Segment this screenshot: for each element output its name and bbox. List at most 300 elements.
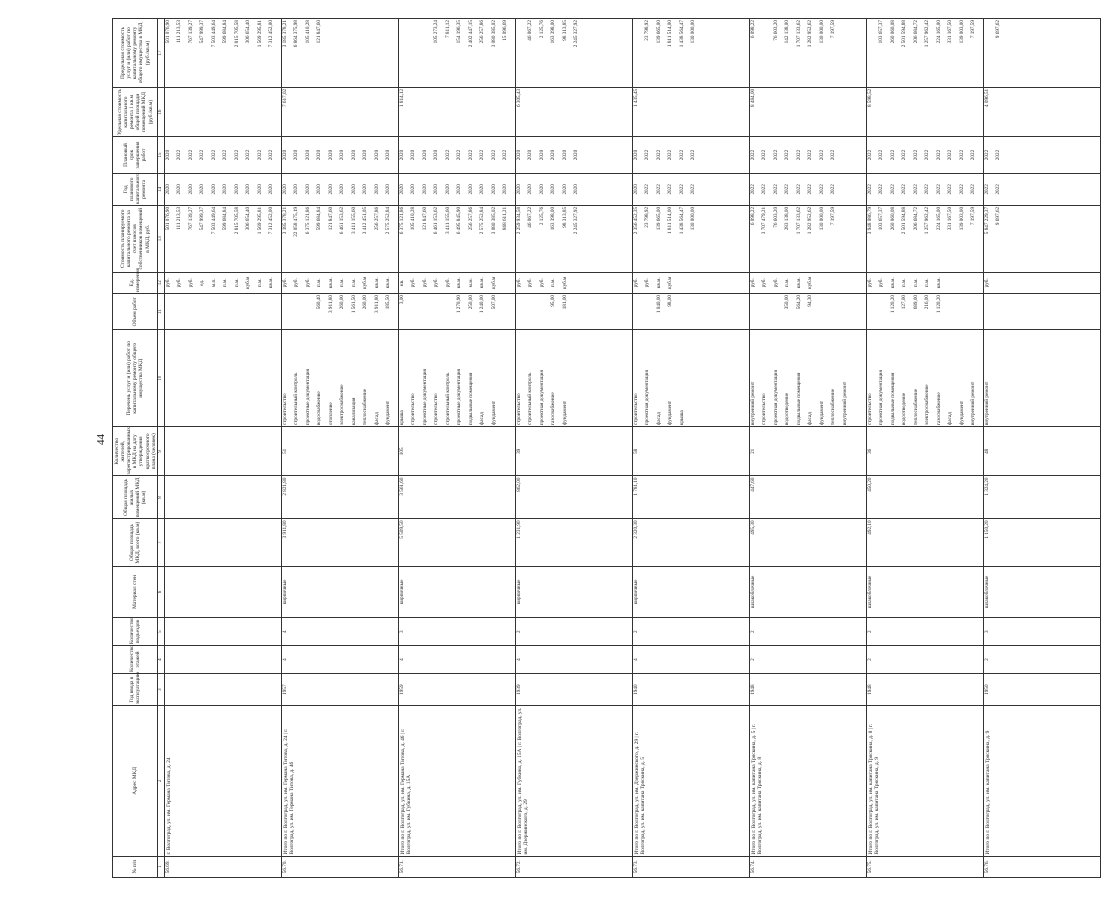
list-item xyxy=(1042,274,1054,292)
list-item: электроснабжение xyxy=(339,384,346,426)
list-item xyxy=(1042,295,1054,329)
table-cell-list xyxy=(282,173,399,205)
list-item: 2020 xyxy=(527,184,534,195)
list-item: 6 461 153,62 xyxy=(433,206,440,235)
list-item: 501 076,90 xyxy=(164,206,171,231)
list-item xyxy=(609,138,621,172)
list-item: 98 313,85 xyxy=(561,20,568,41)
list-item xyxy=(1065,295,1077,329)
list-item: строительство xyxy=(515,393,522,426)
list-item xyxy=(843,207,855,271)
list-item: 1 707 133,62 xyxy=(795,206,802,235)
table-cell-list xyxy=(165,330,282,427)
column-number: 12 xyxy=(158,272,165,293)
list-item xyxy=(609,274,621,292)
list-item xyxy=(1031,274,1043,292)
list-item: строительство xyxy=(761,393,768,426)
column-number: 13 xyxy=(158,205,165,272)
list-item xyxy=(726,295,738,329)
list-item: 46 067,22 xyxy=(527,20,534,41)
list-item: газоснабжение xyxy=(550,392,557,426)
list-item xyxy=(971,274,983,292)
list-item: 2020 xyxy=(385,149,392,161)
list-item: 2020 xyxy=(433,184,440,195)
list-item: 139 665,00 xyxy=(655,206,662,231)
list-item: 3 185 378,21 xyxy=(281,20,288,48)
column-header: Перечень услуг и (или) работ по капитальному ремонту общего имущества МКД xyxy=(113,330,158,427)
table-cell: 2 xyxy=(516,618,633,646)
list-item: строительство xyxy=(281,393,288,426)
list-item: отопление xyxy=(327,402,334,426)
table-cell-list xyxy=(516,330,633,427)
list-item: проектная документация xyxy=(644,370,651,426)
list-item: 3 411 155,60 xyxy=(444,206,451,234)
list-item: теплоснабжение xyxy=(912,388,919,426)
list-item xyxy=(854,331,866,425)
list-item xyxy=(1088,138,1100,172)
list-item: 260 060,08 xyxy=(889,206,896,231)
list-item: 139 665,00 xyxy=(655,20,662,44)
list-item xyxy=(714,207,726,271)
list-item: 2020 xyxy=(502,184,509,195)
table-cell-list xyxy=(165,205,282,272)
list-item xyxy=(1008,331,1020,425)
table-cell-list xyxy=(750,330,867,427)
table-cell-list xyxy=(165,19,282,88)
list-item: 2022 xyxy=(690,184,697,195)
list-item: руб. xyxy=(164,278,171,288)
list-item: 2022 xyxy=(983,184,990,195)
list-item: ед. xyxy=(199,279,206,286)
list-item: 2 125,76 xyxy=(538,206,545,226)
list-item: 2 815 705,58 xyxy=(233,206,240,235)
list-item xyxy=(329,20,341,86)
list-item: 103 657,37 xyxy=(878,20,885,44)
table-cell-list xyxy=(867,272,984,293)
list-item xyxy=(235,295,247,329)
column-header: Общая площадь жилых помещений МКД (кв.м) xyxy=(113,476,158,519)
column-header: Плановый срок завершения работ xyxy=(113,137,158,174)
list-item xyxy=(223,331,235,425)
table-cell-list xyxy=(516,293,633,330)
list-item: руб. xyxy=(878,278,885,288)
list-item xyxy=(1042,175,1054,204)
list-item: 689,00 xyxy=(912,294,919,310)
table-cell-list xyxy=(984,272,1101,293)
list-item xyxy=(609,20,621,86)
list-item: 2020 xyxy=(398,184,405,195)
list-item: руб. xyxy=(410,278,417,288)
table-cell: 56.76. xyxy=(984,856,1101,877)
table-cell: 56.74. xyxy=(750,856,867,877)
list-item xyxy=(620,175,632,204)
list-item xyxy=(597,295,609,329)
table-row xyxy=(633,19,750,878)
table-cell-list xyxy=(750,19,867,88)
table-cell: 495,30 xyxy=(750,519,867,566)
column-number: 10 xyxy=(158,330,165,427)
list-item: 2020 xyxy=(222,184,229,195)
table-cell: 1 814,12 xyxy=(399,87,516,136)
list-item: крыша xyxy=(398,410,405,426)
list-item: руб. xyxy=(749,278,756,288)
list-item: 767 139,27 xyxy=(187,206,194,231)
list-item xyxy=(597,207,609,271)
list-item xyxy=(1008,274,1020,292)
list-item: 306 654,40 xyxy=(245,20,252,44)
list-item: фасад xyxy=(947,412,954,426)
list-item: 1 282 952,62 xyxy=(807,20,814,48)
list-item: 1 707 133,62 xyxy=(795,20,802,48)
list-item xyxy=(1031,331,1043,425)
list-item: 2022 xyxy=(444,149,451,161)
table-cell: 21 xyxy=(750,427,867,476)
table-cell-list xyxy=(867,137,984,174)
list-item: 2022 xyxy=(479,149,486,161)
list-item xyxy=(703,207,715,271)
list-item: теплоснабжение xyxy=(362,388,369,426)
list-item xyxy=(1054,20,1066,86)
list-item: 23 798,92 xyxy=(644,206,651,228)
list-item: п.м. xyxy=(924,278,931,288)
list-item: п.м. xyxy=(350,278,357,288)
list-item xyxy=(1065,331,1077,425)
table-cell-list xyxy=(633,330,750,427)
list-item xyxy=(985,295,997,329)
list-item: 76 603,20 xyxy=(772,206,779,228)
list-item: 2 356 452,35 xyxy=(632,206,639,235)
list-item: куб.м xyxy=(362,276,369,289)
table-cell: Итого по г. Волгоград, ул. им. Дзержинского, д. 29 | г. Волгоград, ул. им. капитана Тряскина, д. 5 xyxy=(633,706,750,856)
list-item: 3 080 385,02 xyxy=(490,206,497,235)
list-item: 130 000,00 xyxy=(818,206,825,231)
list-item: 2022 xyxy=(222,149,229,161)
list-item: п.м. xyxy=(316,278,323,288)
table-cell: 1 150,20 xyxy=(984,519,1101,566)
list-item xyxy=(597,175,609,204)
list-item: 2020 xyxy=(467,184,474,195)
list-item xyxy=(831,295,843,329)
list-item xyxy=(258,295,270,329)
table-row xyxy=(399,19,516,878)
list-item: руб. xyxy=(983,278,990,288)
list-item: 163 398,00 xyxy=(550,20,557,44)
table-cell: 4 xyxy=(282,618,399,646)
list-item: 2022 xyxy=(749,149,756,161)
list-item: водоотведение xyxy=(784,392,791,426)
list-item: 2022 xyxy=(655,149,662,161)
list-item: м.п. xyxy=(210,278,217,288)
table-cell: 4 096,51 xyxy=(984,87,1101,136)
list-item xyxy=(843,20,855,86)
list-item: 1 040,00 xyxy=(655,294,662,314)
list-item xyxy=(843,175,855,204)
table-row xyxy=(750,19,867,878)
list-item: 2022 xyxy=(456,149,463,161)
list-item: 3 185 378,21 xyxy=(281,206,288,235)
list-item: кв.м. xyxy=(385,277,392,289)
list-item: 2020 xyxy=(538,149,545,161)
list-item: 2020 xyxy=(550,184,557,195)
list-item: кв. xyxy=(398,279,405,286)
list-item: 1 282 952,62 xyxy=(807,206,814,235)
list-item xyxy=(609,295,621,329)
list-item: строительство xyxy=(410,393,417,426)
list-item: 2 245 327,92 xyxy=(573,206,580,235)
list-item xyxy=(680,274,692,292)
list-item: фасад xyxy=(479,412,486,426)
table-header-row xyxy=(113,19,158,878)
list-item: 3,00 xyxy=(398,294,405,305)
list-item: 154 196,35 xyxy=(456,20,463,44)
table-cell-list xyxy=(399,293,516,330)
list-item xyxy=(517,295,529,329)
list-item: 2022 xyxy=(878,184,885,195)
list-item: 2022 xyxy=(245,149,252,161)
list-item: 599 684,84 xyxy=(222,20,229,44)
list-item: 2022 xyxy=(761,184,768,195)
table-cell: 2 xyxy=(633,618,750,646)
list-item: руб. xyxy=(444,278,451,288)
list-item xyxy=(971,295,983,329)
list-item xyxy=(726,20,738,86)
list-item: 2020 xyxy=(538,184,545,195)
list-item xyxy=(831,274,843,292)
list-item: 2020 xyxy=(316,184,323,195)
table-cell: Итого по г. Волгоград, ул. им. Губкина, д. 15А | г. Волгоград, ул. им. Дзержинского, д. 29 xyxy=(516,706,633,856)
list-item: 1 240,00 xyxy=(479,294,486,314)
table-cell-list xyxy=(516,272,633,293)
table-cell-list xyxy=(399,173,516,205)
table-cell: 450,20 xyxy=(867,476,984,519)
list-item: 260,00 xyxy=(362,294,369,310)
list-item: 1 257 962,42 xyxy=(924,206,931,235)
list-item: кв.м. xyxy=(373,277,380,289)
list-item xyxy=(737,207,749,271)
list-item: руб. xyxy=(644,278,651,288)
list-item: 127,00 xyxy=(901,294,908,310)
list-item xyxy=(620,295,632,329)
table-cell: 4 xyxy=(516,646,633,674)
list-item: 3 948 086,79 xyxy=(866,206,873,235)
list-item: 3 080 385,02 xyxy=(490,20,497,48)
list-item xyxy=(960,274,972,292)
list-item: 2020 xyxy=(362,184,369,195)
list-item: 2020 xyxy=(304,184,311,195)
list-item xyxy=(586,138,598,172)
list-item xyxy=(703,20,715,86)
list-item: 599 684,84 xyxy=(222,206,229,231)
column-number: 17 xyxy=(158,19,165,88)
list-item: 2022 xyxy=(958,149,965,161)
list-item: руб. xyxy=(304,278,311,288)
table-cell: 56.70. xyxy=(282,856,399,877)
table-cell-list xyxy=(399,19,516,88)
list-item: 283 138,00 xyxy=(784,206,791,231)
list-item: п.м. xyxy=(222,278,229,288)
table-cell: Итого по г. Волгоград, ул. им. Германа Титова, д. 46 | г. Волгоград, ул. им. Губкина, д. 15А xyxy=(399,706,516,856)
list-item: 130 000,00 xyxy=(690,20,697,44)
list-item: руб. xyxy=(187,278,194,288)
list-item: 767 139,27 xyxy=(187,20,194,44)
list-item xyxy=(574,295,586,329)
list-item xyxy=(1054,175,1066,204)
list-item: 105 410,28 xyxy=(410,206,417,231)
table-cell-list xyxy=(633,272,750,293)
list-item: кв.м. xyxy=(456,277,463,289)
list-item xyxy=(714,274,726,292)
list-item: 2 501 594,88 xyxy=(901,206,908,235)
list-item: 121 847,60 xyxy=(316,20,323,44)
list-item: 2022 xyxy=(256,149,263,161)
list-item xyxy=(620,138,632,172)
list-item: 2020 xyxy=(515,184,522,195)
list-item: 2020 xyxy=(515,149,522,161)
column-header: Год планового капитального ремонта xyxy=(113,173,158,205)
list-item: 2020 xyxy=(293,149,300,161)
list-item xyxy=(879,295,891,329)
list-item xyxy=(1042,207,1054,271)
list-item: 2022 xyxy=(690,149,697,161)
list-item: руб. xyxy=(632,278,639,288)
column-number: 2 xyxy=(158,706,165,856)
list-item xyxy=(528,295,540,329)
list-item: 2022 xyxy=(199,149,206,161)
list-item: 2020 xyxy=(210,184,217,195)
list-item: 76 603,20 xyxy=(772,20,779,41)
list-item: 6 098,22 xyxy=(749,206,756,226)
table-cell: 48 xyxy=(984,427,1101,476)
list-item: 599 684,84 xyxy=(316,206,323,231)
list-item: 2 815 705,58 xyxy=(233,20,240,48)
list-item xyxy=(1088,20,1100,86)
list-item: руб. xyxy=(421,278,428,288)
list-item xyxy=(1054,207,1066,271)
table-cell-list xyxy=(867,330,984,427)
table-cell: шлакоблочные xyxy=(867,566,984,618)
list-item xyxy=(386,20,398,86)
list-item: руб. xyxy=(527,278,534,288)
table-cell: 1950 xyxy=(984,674,1101,706)
list-item: 2020 xyxy=(385,184,392,195)
list-item: 2020 xyxy=(187,184,194,195)
list-item: 7 197,59 xyxy=(830,20,837,39)
list-item: 163 398,00 xyxy=(550,206,557,231)
list-item xyxy=(258,331,270,425)
list-item: 1 811 514,00 xyxy=(667,206,674,234)
list-item: 7 503 449,64 xyxy=(210,206,217,235)
list-item: 2022 xyxy=(901,184,908,195)
list-item: п.м. xyxy=(233,278,240,288)
list-item xyxy=(1019,274,1031,292)
list-item: 206 684,72 xyxy=(912,206,919,231)
column-number: 5 xyxy=(158,618,165,646)
list-item xyxy=(737,295,749,329)
list-item: п.м. xyxy=(912,278,919,288)
table-cell-list xyxy=(516,205,633,272)
list-item: 2020 xyxy=(421,184,428,195)
table-cell: 56.71. xyxy=(399,856,516,877)
column-header: Стоимость планируемого капитального ремонта за счет взносов собственников помещений в МКД, руб. xyxy=(113,205,158,272)
list-item: 2022 xyxy=(667,184,674,195)
list-item xyxy=(1054,138,1066,172)
list-item: 256 257,86 xyxy=(467,206,474,231)
list-item: 2022 xyxy=(807,184,814,195)
list-item xyxy=(726,175,738,204)
list-item: газоснабжение xyxy=(935,392,942,426)
list-item: 2022 xyxy=(970,149,977,161)
list-item: 2022 xyxy=(995,184,1002,195)
list-item: 6 098,22 xyxy=(749,20,756,39)
table-cell: 3 561,60 xyxy=(399,476,516,519)
list-item xyxy=(737,274,749,292)
table-cell-list xyxy=(165,272,282,293)
list-item: 2020 xyxy=(327,184,334,195)
list-item: п.м. xyxy=(256,278,263,288)
list-item xyxy=(1008,175,1020,204)
list-item: куб.м xyxy=(490,276,497,289)
list-item: 2020 xyxy=(304,149,311,161)
table-cell: шлакоблочные xyxy=(984,566,1101,618)
list-item: 2022 xyxy=(889,149,896,161)
list-item xyxy=(503,295,515,329)
list-item xyxy=(434,295,446,329)
table-cell-list xyxy=(516,137,633,174)
table-cell-list xyxy=(984,173,1101,205)
column-header: Количество подъездов xyxy=(113,618,158,646)
list-item xyxy=(620,274,632,292)
list-item: 2020 xyxy=(362,149,369,161)
list-item xyxy=(1019,175,1031,204)
list-item xyxy=(411,20,423,86)
list-item: фасад xyxy=(373,412,380,426)
list-item: руб. xyxy=(538,278,545,288)
list-item: 2020 xyxy=(339,149,346,161)
list-item: внутренний ремонт xyxy=(970,381,977,426)
table-cell: 2 xyxy=(867,646,984,674)
list-item xyxy=(645,295,657,329)
list-item xyxy=(235,331,247,425)
list-item: кв.м. xyxy=(655,277,662,289)
list-item: проектные документация xyxy=(421,369,428,426)
list-item: 2020 xyxy=(373,184,380,195)
table-cell: 1 231,90 xyxy=(516,519,633,566)
list-item xyxy=(1042,138,1054,172)
list-item: 6 495 845,90 xyxy=(456,206,463,235)
list-item: 224 165,00 xyxy=(935,20,942,44)
table-cell: 7 617,02 xyxy=(282,87,399,136)
list-item: 7 197,59 xyxy=(830,206,837,226)
list-item: кв.м. xyxy=(795,277,802,289)
list-item: 547 999,37 xyxy=(199,206,206,231)
list-item: крыша xyxy=(678,410,685,426)
list-item xyxy=(1019,138,1031,172)
list-item: 6 864 375,98 xyxy=(293,20,300,48)
list-item: 94,30 xyxy=(807,294,814,307)
list-item xyxy=(843,295,855,329)
table-cell: 8 598,52 xyxy=(867,87,984,136)
table-cell: 51 xyxy=(282,427,399,476)
list-item xyxy=(597,274,609,292)
list-item xyxy=(726,207,738,271)
list-item xyxy=(1008,207,1020,271)
list-item: 1 438 564,47 xyxy=(678,206,685,235)
list-item: 2022 xyxy=(818,149,825,161)
list-item xyxy=(1088,207,1100,271)
list-item xyxy=(400,20,412,86)
list-item: 2022 xyxy=(983,149,990,161)
list-item: 2020 xyxy=(561,184,568,195)
